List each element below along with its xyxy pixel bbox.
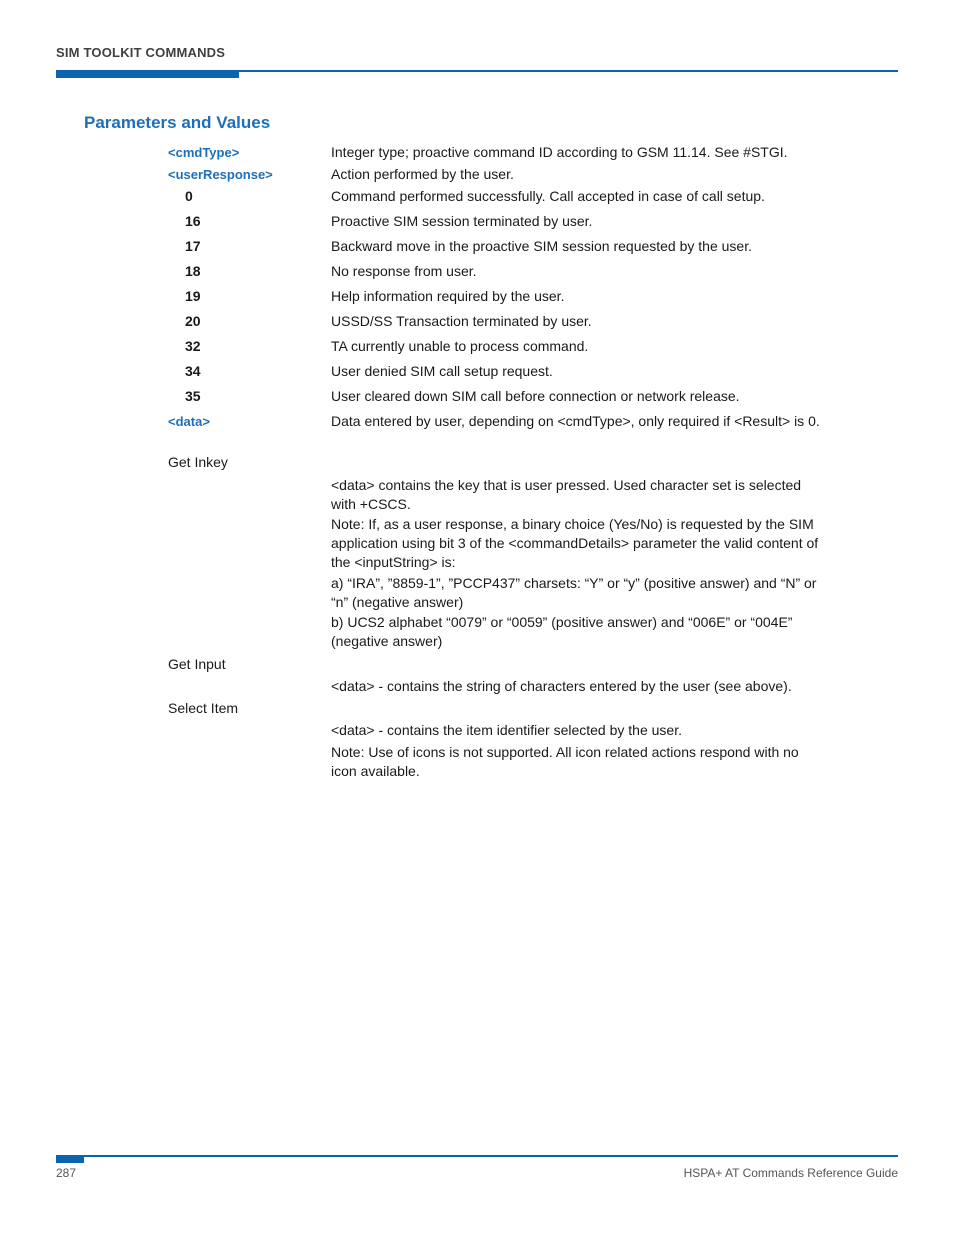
code-value: 19 bbox=[185, 288, 201, 304]
code-value: 18 bbox=[185, 263, 201, 279]
code-desc: User denied SIM call setup request. bbox=[331, 363, 553, 379]
paragraph: Note: Use of icons is not supported. All icon related actions respond with no icon available. bbox=[331, 744, 799, 779]
footer-accent-block bbox=[56, 1155, 84, 1163]
code-value: 32 bbox=[185, 338, 201, 354]
code-desc: No response from user. bbox=[331, 263, 477, 279]
code-value: 34 bbox=[185, 363, 201, 379]
code-desc: Backward move in the proactive SIM session requested by the user. bbox=[331, 238, 752, 254]
param-desc: Action performed by the user. bbox=[331, 166, 514, 182]
param-name: <data> bbox=[168, 414, 210, 429]
paragraph: <data> contains the key that is user pressed. Used character set is selected with +CSCS. bbox=[331, 477, 802, 512]
section-label-get-input: Get Input bbox=[168, 656, 226, 672]
param-desc: Integer type; proactive command ID according to GSM 11.14. See #STGI. bbox=[331, 144, 788, 160]
page-number: 287 bbox=[56, 1166, 77, 1180]
header-title: SIM TOOLKIT COMMANDS bbox=[56, 45, 226, 60]
section-heading: Parameters and Values bbox=[84, 113, 271, 132]
code-desc: TA currently unable to process command. bbox=[331, 338, 589, 354]
code-value: 16 bbox=[185, 213, 201, 229]
paragraph: a) “IRA”, ”8859-1”, ”PCCP437” charsets: “Y” or “y” (positive answer) and “N” or “n” (negative answer) bbox=[331, 575, 817, 610]
code-desc: Proactive SIM session terminated by user. bbox=[331, 213, 593, 229]
param-name: <cmdType> bbox=[168, 145, 240, 160]
param-desc: Data entered by user, depending on <cmdType>, only required if <Result> is 0. bbox=[331, 413, 820, 429]
code-value: 20 bbox=[185, 313, 201, 329]
header-accent-block bbox=[56, 70, 239, 78]
code-value: 17 bbox=[185, 238, 201, 254]
paragraph: <data> - contains the string of characters entered by the user (see above). bbox=[331, 678, 792, 694]
code-desc: User cleared down SIM call before connection or network release. bbox=[331, 388, 740, 404]
code-value: 35 bbox=[185, 388, 201, 404]
code-value: 0 bbox=[185, 188, 193, 204]
section-label-select-item: Select Item bbox=[168, 700, 239, 716]
code-desc: Command performed successfully. Call accepted in case of call setup. bbox=[331, 188, 765, 204]
footer-rule bbox=[56, 1155, 898, 1157]
document-title: HSPA+ AT Commands Reference Guide bbox=[683, 1166, 898, 1180]
paragraph: b) UCS2 alphabet “0079” or “0059” (positive answer) and “006E” or “004E” (negative answer) bbox=[331, 614, 793, 649]
code-desc: Help information required by the user. bbox=[331, 288, 565, 304]
paragraph: <data> - contains the item identifier selected by the user. bbox=[331, 722, 682, 738]
paragraph: Note: If, as a user response, a binary choice (Yes/No) is requested by the SIM application using bit 3 of the <commandDetails> parameter the valid content of the <inputString> is: bbox=[331, 516, 819, 570]
param-name: <userResponse> bbox=[168, 167, 273, 182]
code-desc: USSD/SS Transaction terminated by user. bbox=[331, 313, 592, 329]
section-label-get-inkey: Get Inkey bbox=[168, 454, 228, 470]
